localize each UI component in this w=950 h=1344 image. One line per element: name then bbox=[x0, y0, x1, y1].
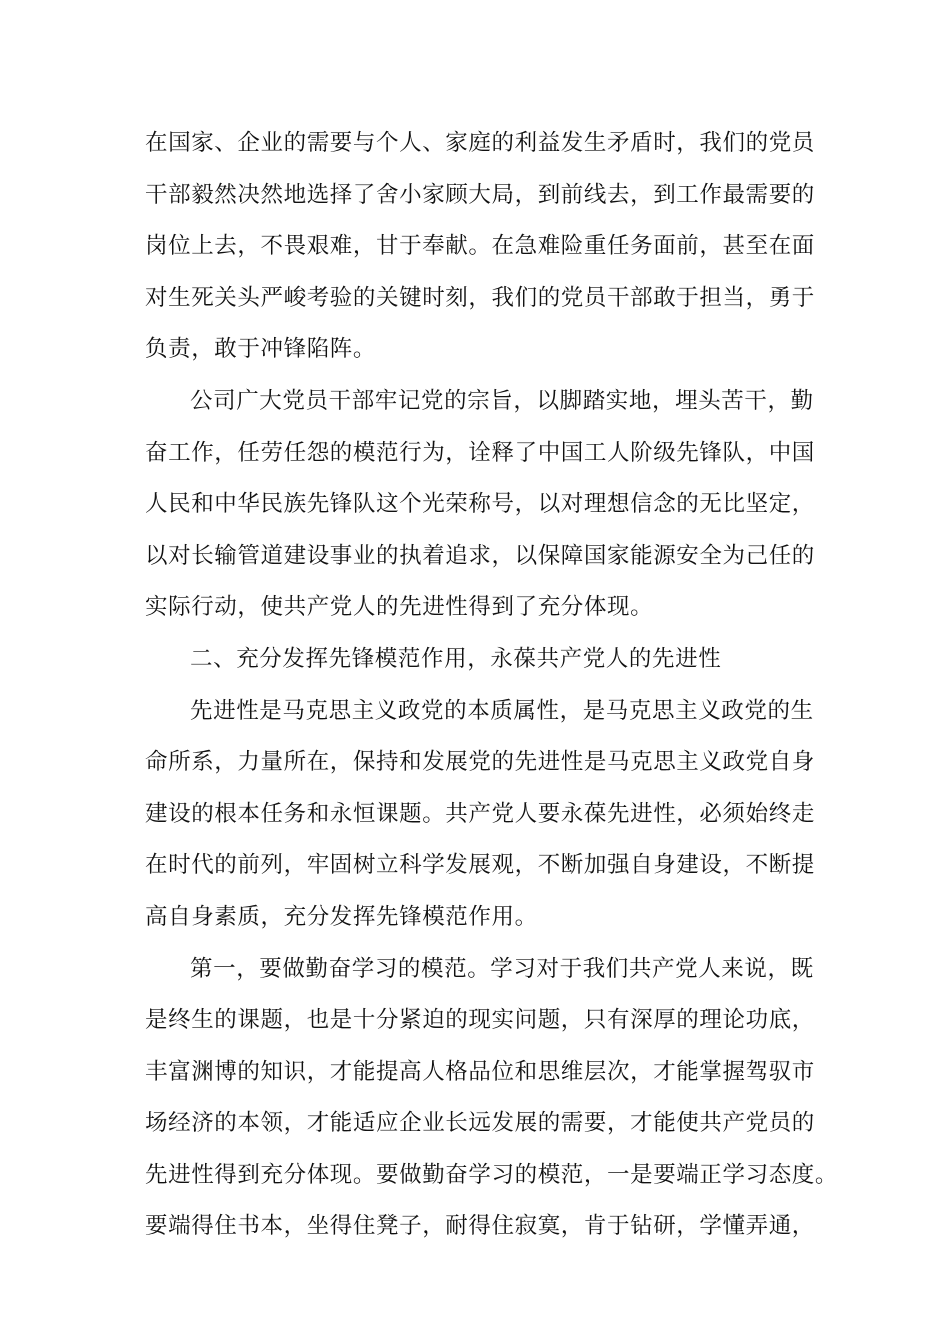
paragraph-3-line-2: 命所系，力量所在，保持和发展党的先进性是马克思主义政党自身 bbox=[145, 749, 815, 776]
paragraph-3-line-1: 先进性是马克思主义政党的本质属性，是马克思主义政党的生 bbox=[190, 697, 814, 724]
section-heading: 二、充分发挥先锋模范作用，永葆共产党人的先进性 bbox=[190, 645, 722, 672]
paragraph-3-line-3: 建设的根本任务和永恒课题。共产党人要永葆先进性，必须始终走 bbox=[145, 800, 815, 827]
paragraph-1-line-5: 负责，敢于冲锋陷阵。 bbox=[145, 336, 377, 363]
document-body bbox=[145, 118, 839, 1253]
paragraph-1-line-3: 岗位上去，不畏艰难，甘于奉献。在急难险重任务面前，甚至在面 bbox=[145, 233, 815, 260]
paragraph-3-line-4: 在时代的前列，牢固树立科学发展观，不断加强自身建设，不断提 bbox=[145, 852, 815, 879]
paragraph-2-line-2: 奋工作，任劳任怨的模范行为，诠释了中国工人阶级先锋队，中国 bbox=[145, 439, 815, 466]
paragraph-4-line-2: 是终生的课题，也是十分紧迫的现实问题，只有深厚的理论功底， bbox=[145, 1007, 815, 1034]
paragraph-1-line-1: 在国家、企业的需要与个人、家庭的利益发生矛盾时，我们的党员 bbox=[145, 130, 815, 156]
paragraph-1-line-4: 对生死关头严峻考验的关键时刻，我们的党员干部敢于担当，勇于 bbox=[145, 284, 815, 311]
paragraph-3-line-5: 高自身素质，充分发挥先锋模范作用。 bbox=[145, 903, 538, 930]
paragraph-4-line-3: 丰富渊博的知识，才能提高人格品位和思维层次，才能掌握驾驭市 bbox=[145, 1058, 815, 1085]
paragraph-2-line-3: 人民和中华民族先锋队这个光荣称号，以对理想信念的无比坚定， bbox=[145, 491, 815, 518]
paragraph-2-line-1: 公司广大党员干部牢记党的宗旨，以脚踏实地，埋头苦干，勤 bbox=[190, 387, 814, 414]
paragraph-4-line-4: 场经济的本领，才能适应企业长远发展的需要，才能使共产党员的 bbox=[145, 1110, 815, 1137]
paragraph-4-line-5: 先进性得到充分体现。要做勤奋学习的模范，一是要端正学习态度。 bbox=[145, 1161, 839, 1188]
paragraph-4-line-1: 第一，要做勤奋学习的模范。学习对于我们共产党人来说，既 bbox=[190, 955, 814, 982]
paragraph-4-line-6: 要端得住书本，坐得住凳子，耐得住寂寞，肯于钻研，学懂弄通， bbox=[145, 1213, 815, 1240]
paragraph-1-line-2: 干部毅然决然地选择了舍小家顾大局，到前线去，到工作最需要的 bbox=[145, 181, 815, 208]
paragraph-2-line-5: 实际行动，使共产党人的先进性得到了充分体现。 bbox=[145, 594, 654, 621]
paragraph-2-line-4: 以对长输管道建设事业的执着追求，以保障国家能源安全为己任的 bbox=[145, 542, 815, 569]
